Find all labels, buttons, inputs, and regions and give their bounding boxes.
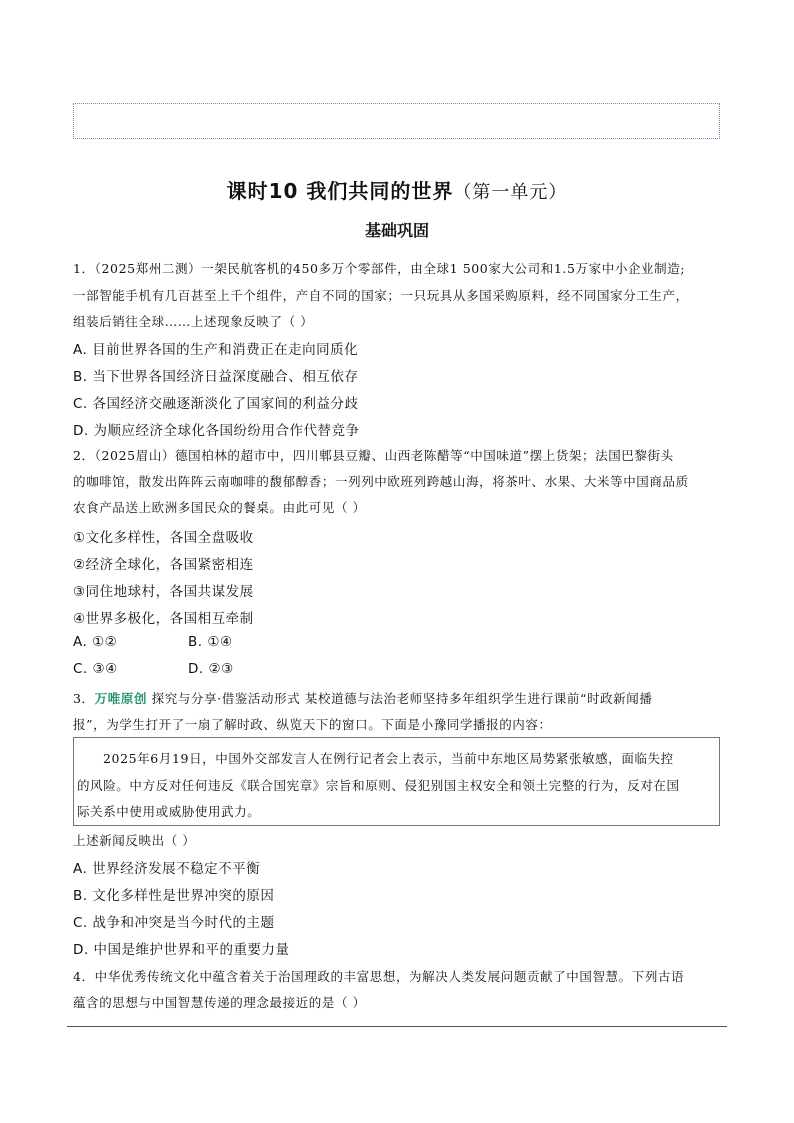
q3-option-d[interactable]: D. 中国是维护世界和平的重要力量	[73, 942, 290, 958]
q3-line-2: 报”，为学生打开了一扇了解时政、纵览天下的窗口。下面是小豫同学播报的内容：	[73, 717, 552, 732]
q3-option-b[interactable]: B. 文化多样性是世界冲突的原因	[73, 888, 275, 904]
q3-option-c[interactable]: C. 战争和冲突是当今时代的主题	[73, 915, 275, 931]
section-heading: 基础巩固	[364, 221, 429, 240]
q2-item-4: ④世界多极化，各国相互牵制	[73, 611, 254, 627]
title-main: 课时10 我们共同的世界	[226, 179, 454, 203]
q1-line-1: 1．（2025郑州二测）一架民航客机的450多万个零部件，由全球1 500家大公司和1.5万家中小企业制造;	[73, 261, 686, 276]
footer-divider	[67, 1026, 727, 1027]
q1-option-b[interactable]: B. 当下世界各国经济日益深度融合、相互依存	[73, 369, 359, 385]
q1-option-c[interactable]: C. 各国经济交融逐渐淡化了国家间的利益分歧	[73, 396, 359, 412]
q2-item-2: ②经济全球化，各国紧密相连	[73, 557, 254, 573]
q1-line-3: 组装后销往全球……上述现象反映了（ ）	[73, 314, 314, 329]
q3-option-a[interactable]: A. 世界经济发展不稳定不平衡	[73, 861, 261, 877]
q2-line-1: 2．（2025眉山）德国柏林的超市中，四川郫县豆瓣、山西老陈醋等“中国味道”摆上货架；法国巴黎街头	[73, 448, 674, 463]
q3-quote-line-3: 际关系中使用或威胁使用武力。	[77, 804, 261, 819]
q3-quote-line-2: 的风险。中方反对任何违反《联合国宪章》宗旨和原则、侵犯别国主权安全和领土完整的行为，反对在国	[77, 778, 680, 793]
q2-option-c[interactable]: C. ③④	[73, 661, 118, 677]
q1-line-2: 一部智能手机有几百甚至上千个组件，产自不同的国家；一只玩具从多国采购原料，经不同国家分工生产，	[73, 288, 689, 303]
q2-item-1: ①文化多样性，各国全盘吸收	[73, 530, 254, 546]
q2-item-3: ③同住地球村，各国共谋发展	[73, 584, 254, 600]
q3-brand-tag: 万唯原创	[94, 691, 148, 706]
header-placeholder-box	[73, 103, 720, 139]
q4-line-1: 4．中华优秀传统文化中蕴含着关于治国理政的丰富思想，为解决人类发展问题贡献了中国智慧。下列古语	[73, 969, 685, 984]
q3-news-box	[73, 737, 720, 826]
q2-option-a[interactable]: A. ①②	[73, 634, 118, 650]
q3-line-1-text: 探究与分享·借鉴活动形式 某校道德与法治老师坚持多年组织学生进行课前“时政新闻播	[147, 691, 653, 706]
q2-option-d[interactable]: D. ②③	[188, 661, 234, 677]
q3-number: 3．	[73, 691, 95, 706]
q3-line-1	[73, 689, 652, 707]
title-sub: （第一单元）	[453, 182, 568, 203]
page-title	[0, 175, 794, 204]
q1-option-d[interactable]: D. 为顺应经济全球化各国纷纷用合作代替竞争	[73, 423, 360, 439]
q2-line-2: 的咖啡馆，散发出阵阵云南咖啡的馥郁醇香；一列列中欧班列跨越山海，将茶叶、水果、大米等中国商品质	[73, 474, 689, 489]
q3-quote-line-1: 2025年6月19日，中国外交部发言人在例行记者会上表示，当前中东地区局势紧张敏感，面临失控	[103, 751, 674, 766]
q4-line-2: 蕴含的思想与中国智慧传递的理念最接近的是（ ）	[73, 995, 366, 1010]
q3-stem: 上述新闻反映出（ ）	[73, 833, 196, 848]
q2-option-b[interactable]: B. ①④	[188, 634, 233, 650]
q2-line-3: 农食产品送上欧洲多国民众的餐桌。由此可见（ ）	[73, 500, 366, 515]
q1-option-a[interactable]: A. 目前世界各国的生产和消费正在走向同质化	[73, 342, 359, 358]
